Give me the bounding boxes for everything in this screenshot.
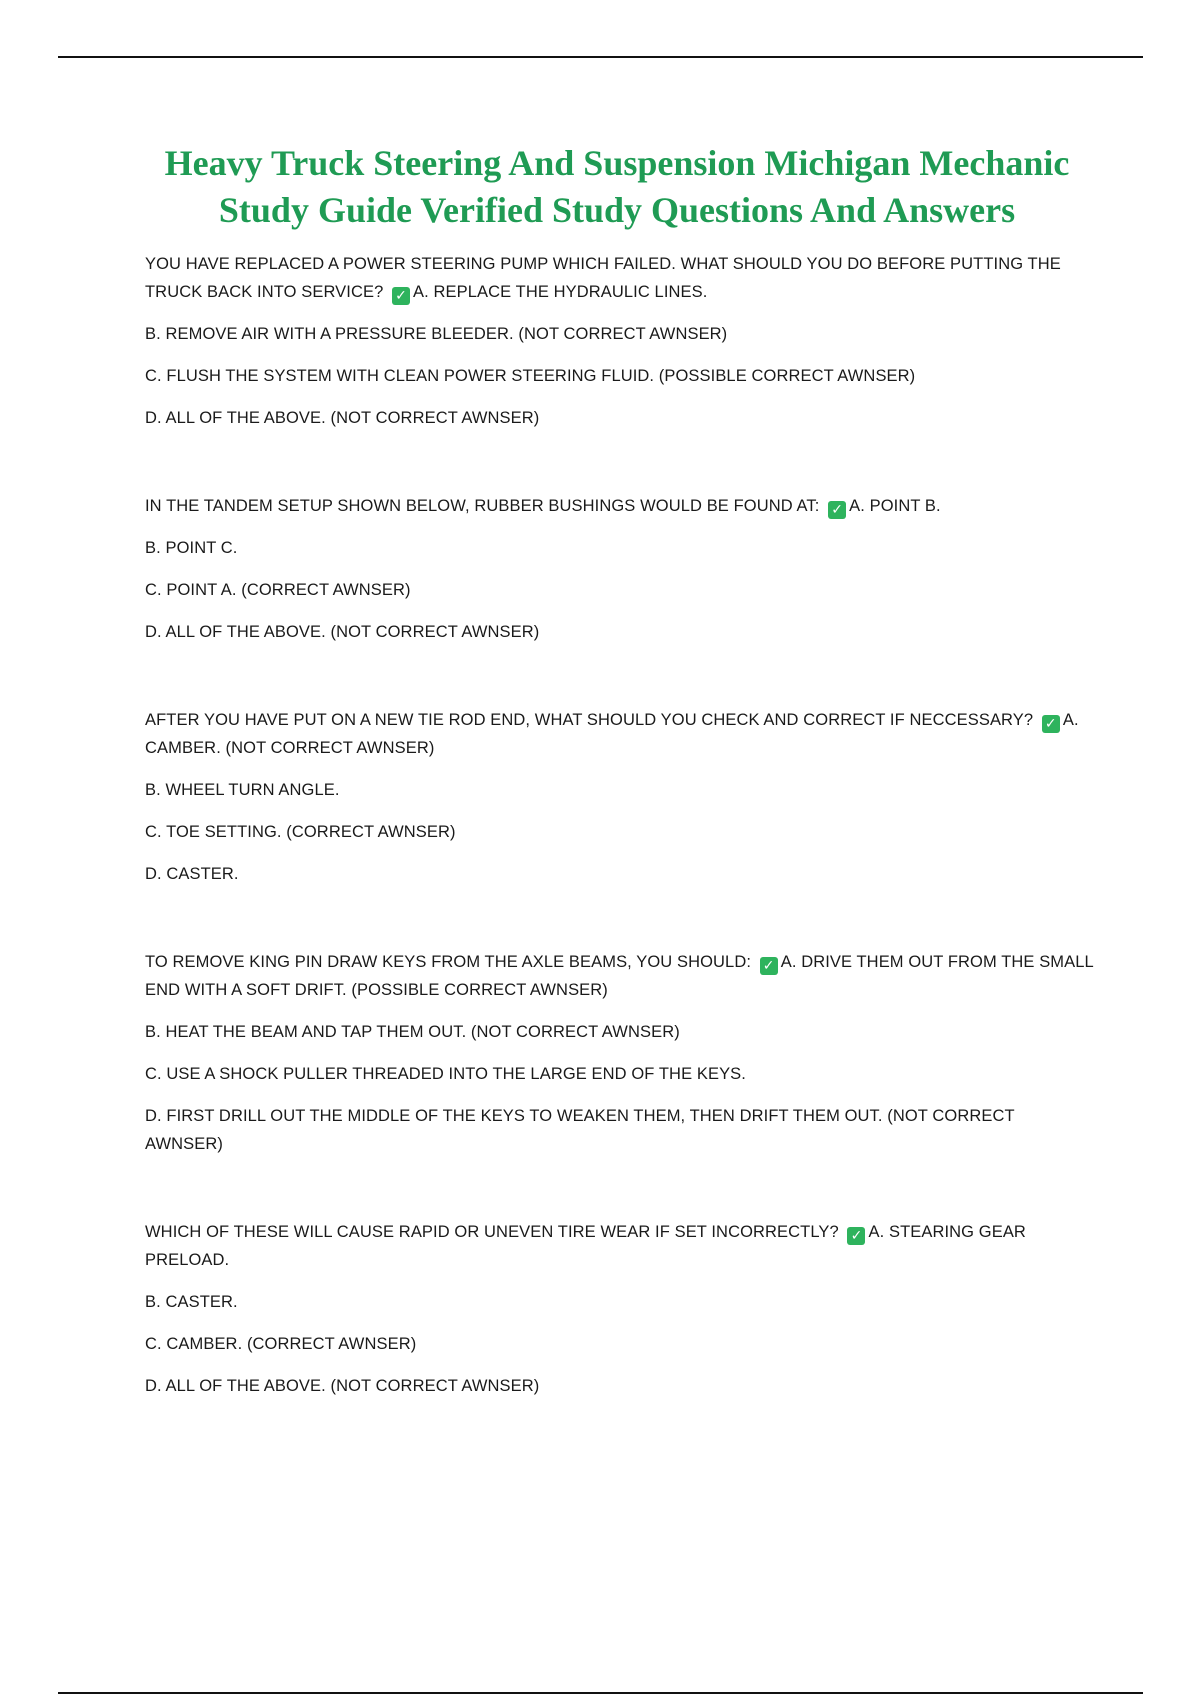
- option-c: C. FLUSH THE SYSTEM WITH CLEAN POWER STEERING FLUID. (POSSIBLE CORRECT AWNSER): [145, 367, 916, 385]
- title-line-2: Study Guide Verified Study Questions And Answers: [218, 190, 1016, 230]
- option-b: B. WHEEL TURN ANGLE.: [145, 781, 340, 799]
- option-a: A. DRIVE THEM OUT FROM THE SMALL END WITH A SOFT DRIFT. (POSSIBLE CORRECT AWNSER): [145, 953, 1094, 999]
- question-text: IN THE TANDEM SETUP SHOWN BELOW, RUBBER BUSHINGS WOULD BE FOUND AT:: [145, 497, 820, 515]
- question-text: WHICH OF THESE WILL CAUSE RAPID OR UNEVEN TIRE WEAR IF SET INCORRECTLY?: [145, 1223, 839, 1241]
- question-line: [145, 250, 1095, 306]
- question-block-3: [145, 706, 1095, 888]
- option-d: D. ALL OF THE ABOVE. (NOT CORRECT AWNSER): [145, 623, 540, 641]
- option-a: A. STEARING GEAR PRELOAD.: [145, 1223, 1026, 1269]
- question-block-1: [145, 250, 1095, 432]
- green-checkmark-icon: ✓: [392, 287, 410, 305]
- question-line: [145, 706, 1095, 762]
- question-list: [145, 250, 1095, 1460]
- option-d: D. ALL OF THE ABOVE. (NOT CORRECT AWNSER): [145, 1377, 540, 1395]
- option-b: B. REMOVE AIR WITH A PRESSURE BLEEDER. (NOT CORRECT AWNSER): [145, 325, 728, 343]
- question-block-4: [145, 948, 1095, 1158]
- page-title: [58, 140, 1176, 234]
- question-line: [145, 948, 1095, 1004]
- question-text: YOU HAVE REPLACED A POWER STEERING PUMP WHICH FAILED. WHAT SHOULD YOU DO BEFORE PUTTING THE TRUCK BACK INTO SERVICE?: [145, 255, 1061, 301]
- option-b: B. POINT C.: [145, 539, 238, 557]
- bottom-rule: [58, 1692, 1143, 1694]
- option-d: D. FIRST DRILL OUT THE MIDDLE OF THE KEYS TO WEAKEN THEM, THEN DRIFT THEM OUT. (NOT CORRECT AWNSER): [145, 1107, 1015, 1153]
- green-checkmark-icon: ✓: [760, 957, 778, 975]
- option-c: C. CAMBER. (CORRECT AWNSER): [145, 1335, 417, 1353]
- green-checkmark-icon: ✓: [847, 1227, 865, 1245]
- option-c: C. USE A SHOCK PULLER THREADED INTO THE LARGE END OF THE KEYS.: [145, 1065, 746, 1083]
- option-a: A. REPLACE THE HYDRAULIC LINES.: [413, 283, 708, 301]
- title-line-1: Heavy Truck Steering And Suspension Michigan Mechanic: [164, 143, 1070, 183]
- option-d: D. CASTER.: [145, 865, 239, 883]
- option-a: A. CAMBER. (NOT CORRECT AWNSER): [145, 711, 1079, 757]
- question-line: [145, 492, 1095, 520]
- option-b: B. CASTER.: [145, 1293, 238, 1311]
- option-c: C. TOE SETTING. (CORRECT AWNSER): [145, 823, 456, 841]
- question-block-2: [145, 492, 1095, 646]
- option-d: D. ALL OF THE ABOVE. (NOT CORRECT AWNSER): [145, 409, 540, 427]
- option-b: B. HEAT THE BEAM AND TAP THEM OUT. (NOT CORRECT AWNSER): [145, 1023, 680, 1041]
- green-checkmark-icon: ✓: [1042, 715, 1060, 733]
- option-c: C. POINT A. (CORRECT AWNSER): [145, 581, 411, 599]
- option-a: A. POINT B.: [849, 497, 941, 515]
- question-line: [145, 1218, 1095, 1274]
- green-checkmark-icon: ✓: [828, 501, 846, 519]
- question-block-5: [145, 1218, 1095, 1400]
- question-text: AFTER YOU HAVE PUT ON A NEW TIE ROD END, WHAT SHOULD YOU CHECK AND CORRECT IF NECCESSARY?: [145, 711, 1034, 729]
- top-rule: [58, 56, 1143, 58]
- question-text: TO REMOVE KING PIN DRAW KEYS FROM THE AXLE BEAMS, YOU SHOULD:: [145, 953, 752, 971]
